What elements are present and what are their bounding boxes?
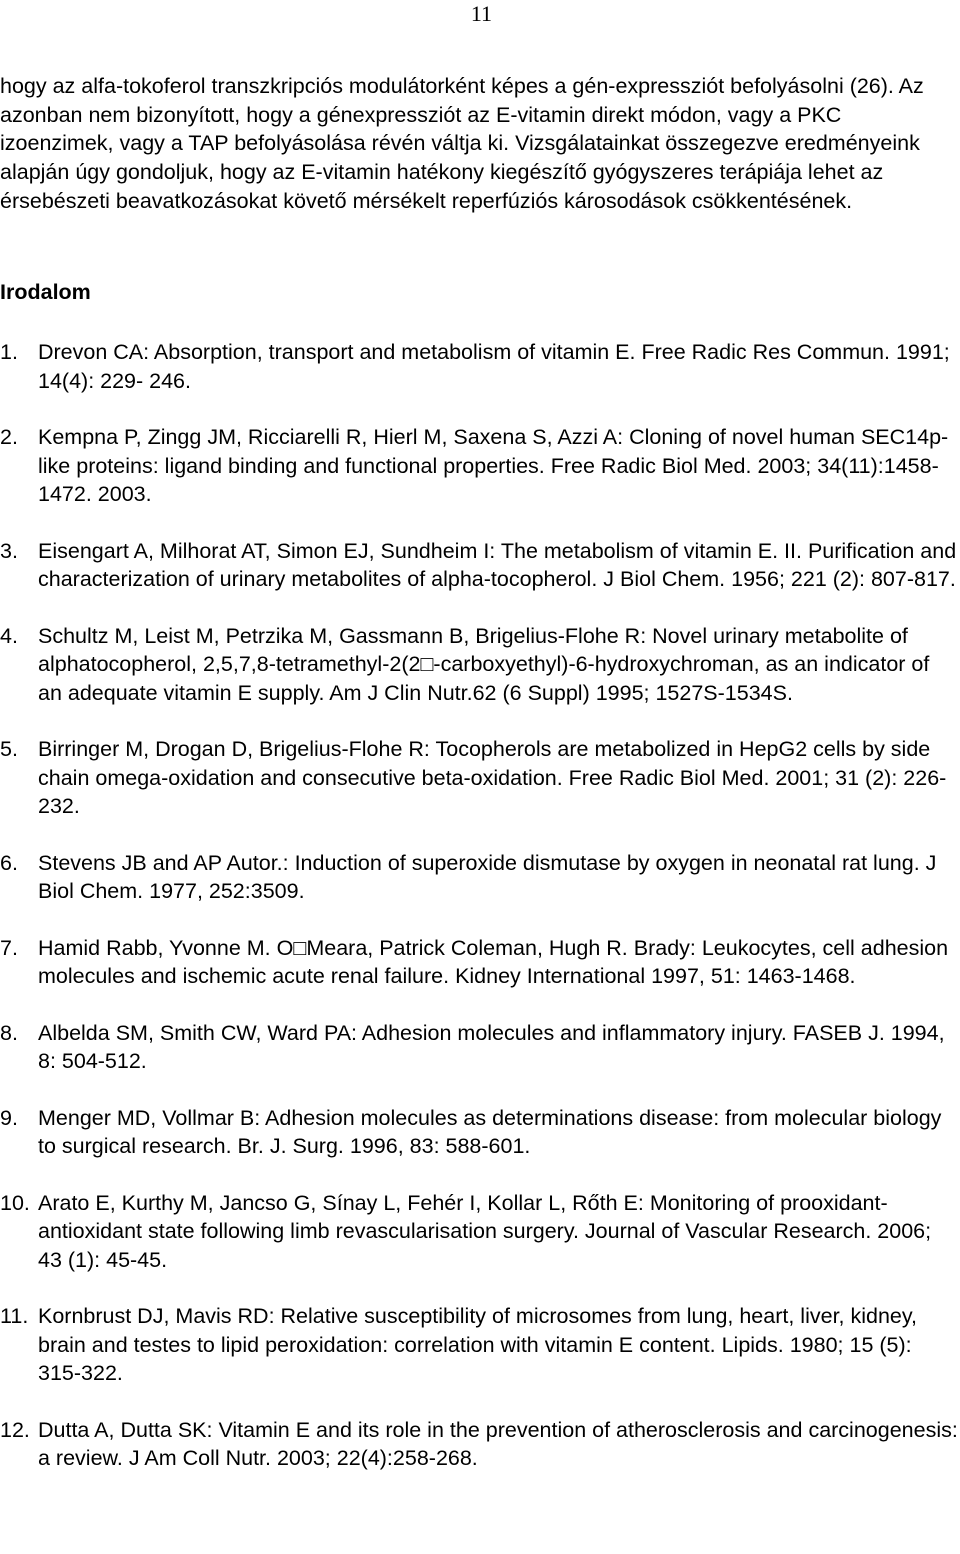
reference-number: 7. [0,935,18,960]
reference-number: 8. [0,1020,18,1045]
reference-text: Kempna P, Zingg JM, Ricciarelli R, Hierl M, Saxena S, Azzi A: Cloning of novel human SEC14p-like proteins: ligand binding and functional properties. Free Radic Biol Med. 2003; 34(11):1458-1472. 2003. [38,425,949,506]
reference-text: Dutta A, Dutta SK: Vitamin E and its role in the prevention of atherosclerosis and carcinogenesis: a review. J Am Coll Nutr. 2003; 22(4):258-268. [38,1417,958,1470]
references-heading: Irodalom [0,280,91,304]
reference-item [0,1019,958,1076]
reference-item [0,735,958,821]
reference-text: Stevens JB and AP Autor.: Induction of superoxide dismutase by oxygen in neonatal rat lung. J Biol Chem. 1977, 252:3509. [38,850,937,903]
page-number: 11 [470,1,492,26]
reference-item [0,1104,958,1161]
reference-text: Arato E, Kurthy M, Jancso G, Sínay L, Fehér I, Kollar L, Rőth E: Monitoring of prooxidant-antioxidant state following limb revascularisation surgery. Journal of Vascular Research. 2006; 43 (1): 45-45. [38,1190,932,1272]
reference-item [0,423,958,509]
reference-item [0,338,958,395]
reference-text: Menger MD, Vollmar B: Adhesion molecules as determinations disease: from molecular biology to surgical research. Br. J. Surg. 1996, 83: 588-601. [38,1105,942,1158]
reference-number: 6. [0,850,18,875]
reference-item [0,537,958,594]
body-paragraph: hogy az alfa-tokoferol transzkripciós modulátorként képes a gén-expressziót befolyásolni (26). Az azonban nem bizonyított, hogy a génexpressziót az E-vitamin direkt módon, vagy a PKC izoenzimek, vagy a TAP befolyásolása révén váltja ki. Vizsgálatainkat összegezve eredményeink alapján úgy gondoljuk, hogy az E-vitamin hatékony kiegészítő gyógyszeres terápiája lehet az érsebészeti beavatkozásokat követő mérsékelt reperfúziós károsodások csökkentésének. [0,74,924,213]
reference-list [0,338,958,1501]
reference-item [0,849,958,906]
reference-text: Eisengart A, Milhorat AT, Simon EJ, Sundheim I: The metabolism of vitamin E. II. Purification and characterization of urinary metabolites of alpha-tocopherol. J Biol Chem. 1956; 221 (2): 807-817. [38,538,957,591]
reference-number: 12. [0,1417,30,1442]
reference-number: 4. [0,623,18,648]
reference-number: 5. [0,737,18,761]
reference-text: Kornbrust DJ, Mavis RD: Relative susceptibility of microsomes from lung, heart, liver, kidney, brain and testes to lipid peroxidation: correlation with vitamin E content. Lipids. 1980; 15 (5): 315-322. [38,1304,918,1385]
reference-text: Birringer M, Drogan D, Brigelius-Flohe R: Tocopherols are metabolized in HepG2 cells by side chain omega-oxidation and consecutive beta-oxidation. Free Radic Biol Med. 2001; 31 (2): 226-232. [38,737,947,818]
reference-text: Drevon CA: Absorption, transport and metabolism of vitamin E. Free Radic Res Commun. 1991; 14(4): 229- 246. [38,340,950,393]
reference-number: 1. [0,340,18,364]
reference-item [0,1416,958,1473]
reference-number: 11. [0,1304,29,1328]
reference-text: Albelda SM, Smith CW, Ward PA: Adhesion molecules and inflammatory injury. FASEB J. 1994, 8: 504-512. [38,1020,945,1073]
reference-number: 2. [0,425,18,449]
reference-text: Schultz M, Leist M, Petrzika M, Gassmann B, Brigelius-Flohe R: Novel urinary metabolite of alphatocopherol, 2,5,7,8-tetramethyl-2(2□-carboxyethyl)-6-hydroxychroman, as an indicator of an adequate vitamin E supply. Am J Clin Nutr.62 (6 Suppl) 1995; 1527S-1534S. [38,623,930,705]
reference-number: 3. [0,538,18,563]
reference-item [0,1189,958,1275]
reference-item [0,622,958,708]
reference-item [0,934,958,991]
reference-number: 10. [0,1190,30,1215]
reference-text: Hamid Rabb, Yvonne M. O□Meara, Patrick Coleman, Hugh R. Brady: Leukocytes, cell adhesion molecules and ischemic acute renal failure. Kidney International 1997, 51: 1463-1468. [38,935,949,988]
reference-number: 9. [0,1105,18,1130]
reference-item [0,1302,958,1388]
